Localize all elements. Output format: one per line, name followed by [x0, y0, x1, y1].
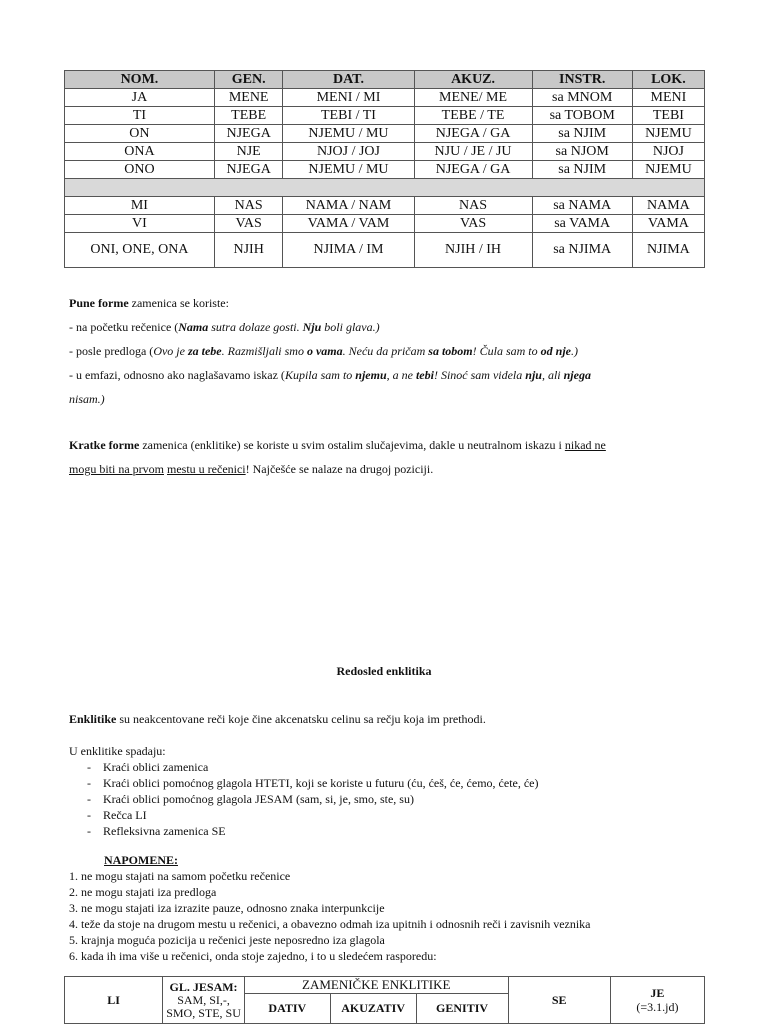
text-span: od nje: [540, 344, 571, 358]
separator-row: [65, 179, 705, 197]
enklitike-label: Enklitike: [69, 712, 117, 726]
list-item: 1. ne mogu stajati na samom početku rečenice: [69, 869, 291, 883]
section-title: Redosled enklitika: [336, 664, 432, 678]
text-span: .): [571, 344, 578, 358]
pune-intro: [69, 296, 229, 311]
table-cell: NJEGA: [214, 161, 283, 179]
jesam-forms: SAM, SI,-, SMO, STE, SU: [166, 992, 241, 1020]
table-cell: TEBI: [632, 107, 704, 125]
je-note: (=3.1.jd): [636, 1000, 679, 1014]
text-span: sa tobom: [428, 344, 473, 358]
list-item: 6. kada ih ima više u rečenici, onda stoje zajedno, i to u sledećem rasporedu:: [69, 949, 437, 963]
header-gen: GEN.: [214, 71, 283, 89]
table-cell: VAMA / VAM: [283, 215, 414, 233]
header-akuz: AKUZ.: [414, 71, 532, 89]
text-span: Kupila sam to: [284, 368, 356, 382]
table-cell: NJIH / IH: [414, 233, 532, 268]
table-cell: NJE: [214, 143, 283, 161]
table-cell: NJOJ: [632, 143, 704, 161]
list-item: 5. krajnja moguća pozicija u rečenici jeste neposredno iza glagola: [69, 933, 385, 947]
table-row: [65, 197, 705, 215]
napomene-title: NAPOMENE:: [104, 853, 178, 867]
text-span: sutra dolaze gosti.: [208, 320, 303, 334]
jesam-title: GL. JESAM:: [169, 979, 238, 994]
table-cell: ONI, ONE, ONA: [65, 233, 215, 268]
table-cell: ON: [65, 125, 215, 143]
header-dat: DAT.: [283, 71, 414, 89]
zamenicke-header: ZAMENIČKE ENKLITIKE: [244, 977, 508, 994]
list-item: - Rečca LI: [69, 807, 539, 823]
table-cell: NJEMU: [632, 125, 704, 143]
table-cell: NJEMU / MU: [283, 161, 414, 179]
table-cell: TI: [65, 107, 215, 125]
list-item: 4. teže da stoje na drugom mestu u rečenici, a obavezno odmah iza upitnih i odnosnih reči i zavisnih veznika: [69, 917, 591, 931]
table-row: [65, 143, 705, 161]
text-span: , ali: [541, 368, 564, 382]
table-cell: TEBI / TI: [283, 107, 414, 125]
underlined-text: mestu u rečenici: [167, 462, 246, 476]
text-span: - u emfazi, odnosno ako naglašavamo iskaz (: [69, 368, 285, 382]
table-cell: NJOJ / JOJ: [283, 143, 414, 161]
table-cell: ONA: [65, 143, 215, 161]
table-cell: NAS: [214, 197, 283, 215]
table-cell: sa NJIMA: [532, 233, 632, 268]
kratke-line-2: [69, 462, 433, 477]
text-span: boli glava.): [321, 320, 380, 334]
table-header-row: [65, 71, 705, 89]
text-span: - posle predloga (: [69, 344, 154, 358]
text-span: - na početku rečenice (: [69, 320, 179, 334]
napomene-list: [69, 868, 591, 964]
table-cell: NJEMU: [632, 161, 704, 179]
text-span: tebi: [415, 368, 434, 382]
header-nom: NOM.: [65, 71, 215, 89]
enklitike-list: [69, 759, 539, 839]
table-cell: NJEGA / GA: [414, 125, 532, 143]
table-cell: sa NAMA: [532, 197, 632, 215]
table-cell: MENI / MI: [283, 89, 414, 107]
table-row: [65, 89, 705, 107]
text-span: . Razmišljali smo: [221, 344, 307, 358]
text-span: ! Najčešće se nalaze na drugoj poziciji.: [245, 462, 434, 476]
pune-line-3-cont: [69, 392, 105, 407]
text-span: . Neću da pričam: [342, 344, 429, 358]
text-span: zamenica (enklitike) se koriste u svim ostalim slučajevima, dakle u neutralnom iskazu i: [139, 438, 565, 452]
jesam-cell: [163, 977, 245, 1024]
table-cell: MI: [65, 197, 215, 215]
table-row: [65, 233, 705, 268]
enclitic-order-table: [64, 976, 705, 1024]
table-cell: NJEGA / GA: [414, 161, 532, 179]
list-item: - Kraći oblici zamenica: [69, 759, 539, 775]
table-cell: TEBE / TE: [414, 107, 532, 125]
enklitike-def: [69, 712, 486, 727]
table-row: [65, 977, 705, 994]
table-cell: sa NJIM: [532, 125, 632, 143]
table-cell: NJEGA: [214, 125, 283, 143]
je-cell: [610, 977, 704, 1024]
pronoun-table: [64, 70, 705, 268]
table-cell: NJEMU / MU: [283, 125, 414, 143]
table-cell: MENI: [632, 89, 704, 107]
list-item: 2. ne mogu stajati iza predloga: [69, 885, 217, 899]
header-lok: LOK.: [632, 71, 704, 89]
table-cell: VI: [65, 215, 215, 233]
list-item: 3. ne mogu stajati iza izrazite pauze, odnosno znaka interpunkcije: [69, 901, 385, 915]
text-span: Ovo je: [153, 344, 188, 358]
table-cell: MENE: [214, 89, 283, 107]
table-cell: NJIMA: [632, 233, 704, 268]
genitiv-cell: GENITIV: [416, 994, 508, 1024]
text-span: ! Čula sam to: [472, 344, 541, 358]
li-cell: LI: [65, 977, 163, 1024]
kratke-label: Kratke forme: [69, 438, 140, 452]
table-row: [65, 161, 705, 179]
table-cell: VAS: [414, 215, 532, 233]
table-cell: JA: [65, 89, 215, 107]
table-cell: VAMA: [632, 215, 704, 233]
list-item: - Refleksivna zamenica SE: [69, 823, 539, 839]
text-span: Nama: [178, 320, 209, 334]
table-row: [65, 107, 705, 125]
text-span: njemu: [355, 368, 387, 382]
list-item: - Kraći oblici pomoćnog glagola HTETI, koji se koriste u futuru (ću, ćeš, će, ćemo, ćete, će): [69, 775, 539, 791]
pune-rest: zamenica se koriste:: [128, 296, 229, 310]
table-cell: ONO: [65, 161, 215, 179]
table-cell: NAMA: [632, 197, 704, 215]
se-cell: SE: [508, 977, 610, 1024]
text-span: su neakcentovane reči koje čine akcenatsku celinu sa rečju koja im prethodi.: [116, 712, 486, 726]
kratke-line-1: [69, 438, 606, 453]
table-cell: TEBE: [214, 107, 283, 125]
pune-line-2: [69, 344, 578, 359]
table-cell: NAS: [414, 197, 532, 215]
text-span: Nju: [302, 320, 322, 334]
table-cell: sa TOBOM: [532, 107, 632, 125]
table-row: [65, 125, 705, 143]
table-row: [65, 215, 705, 233]
table-cell: sa MNOM: [532, 89, 632, 107]
table-cell: MENE/ ME: [414, 89, 532, 107]
text-span: za tebe: [187, 344, 222, 358]
separator-cell: [65, 179, 705, 197]
pune-line-1: [69, 320, 380, 335]
table-cell: NJIH: [214, 233, 283, 268]
table-cell: sa VAMA: [532, 215, 632, 233]
text-span: , a ne: [386, 368, 416, 382]
list-item: - Kraći oblici pomoćnog glagola JESAM (sam, si, je, smo, ste, su): [69, 791, 539, 807]
table-cell: VAS: [214, 215, 283, 233]
table-cell: sa NJIM: [532, 161, 632, 179]
akuzativ-cell: AKUZATIV: [330, 994, 416, 1024]
table-cell: NJU / JE / JU: [414, 143, 532, 161]
table-cell: NAMA / NAM: [283, 197, 414, 215]
je-title: JE: [650, 986, 665, 1000]
table-cell: sa NJOM: [532, 143, 632, 161]
header-instr: INSTR.: [532, 71, 632, 89]
dativ-cell: DATIV: [244, 994, 330, 1024]
underlined-text: mogu biti na prvom: [69, 462, 164, 476]
table-cell: NJIMA / IM: [283, 233, 414, 268]
text-span: nisam.): [69, 392, 105, 406]
enklitike-intro: U enklitike spadaju:: [69, 744, 166, 758]
pune-label: Pune forme: [69, 296, 129, 310]
pune-line-3: [69, 368, 591, 383]
text-span: ! Sinoć sam videla: [433, 368, 526, 382]
underlined-text: nikad ne: [564, 438, 606, 452]
text-span: o vama: [306, 344, 343, 358]
text-span: njega: [563, 368, 591, 382]
text-span: nju: [525, 368, 542, 382]
